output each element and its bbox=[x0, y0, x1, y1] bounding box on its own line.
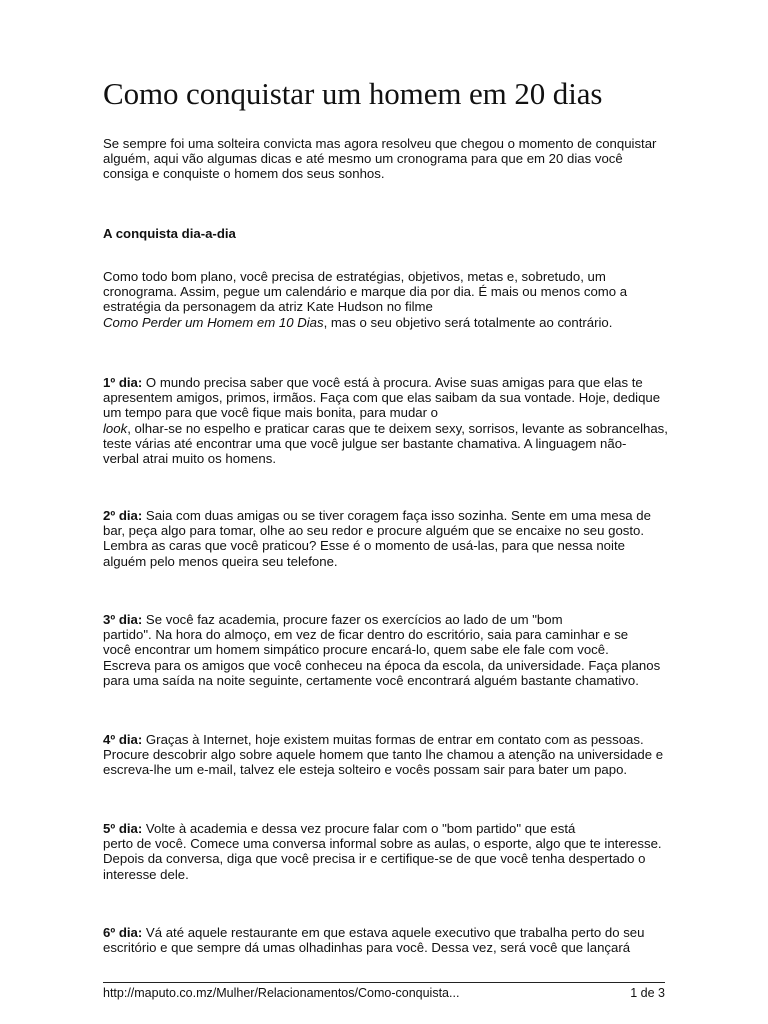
day-text: Saia com duas amigas ou se tiver coragem faça isso sozinha. Sente em uma mesa de bbox=[142, 508, 651, 523]
day-3-paragraph bbox=[103, 612, 673, 688]
day-4-paragraph bbox=[103, 732, 673, 778]
day-label: 2º dia: bbox=[103, 508, 143, 523]
plan-line bbox=[103, 315, 673, 330]
section-heading: A conquista dia-a-dia bbox=[103, 226, 236, 241]
day-line bbox=[103, 612, 673, 627]
day-line bbox=[103, 925, 673, 940]
intro-line: consiga e conquiste o homem dos seus sonhos. bbox=[103, 166, 385, 182]
day-line bbox=[103, 732, 673, 747]
day-5-paragraph bbox=[103, 821, 673, 882]
look-word: look bbox=[103, 420, 128, 436]
day-2-paragraph bbox=[103, 508, 673, 569]
movie-tail: , mas o seu objetivo será totalmente ao contrário. bbox=[323, 314, 613, 330]
day-line: verbal atrai muito os homens. bbox=[103, 451, 276, 467]
day-line: escritório e que sempre dá umas olhadinhas para você. Dessa vez, será você que lançará bbox=[103, 940, 631, 956]
day-label: 5º dia: bbox=[103, 821, 143, 836]
intro-line: Se sempre foi uma solteira convicta mas agora resolveu que chegou o momento de conquistar bbox=[103, 136, 657, 151]
day-line: alguém pelo menos queira seu telefone. bbox=[103, 553, 338, 569]
day-6-paragraph bbox=[103, 925, 673, 955]
page-number: 1 de 3 bbox=[630, 986, 665, 1000]
day-line: Lembra as caras que você praticou? Esse é o momento de usá-las, para que nessa noite bbox=[103, 538, 625, 554]
day-line: para uma saída na noite seguinte, certamente você encontrará alguém bastante chamativo. bbox=[103, 672, 639, 688]
day-text: , olhar-se no espelho e praticar caras que te deixem sexy, sorrisos, levante as sobrancelhas, bbox=[127, 420, 668, 436]
day-line: teste várias até encontrar uma que você julgue ser bastante chamativa. A linguagem não- bbox=[103, 435, 627, 451]
day-line: Procure descobrir algo sobre aquele homem que tanto lhe chamou a atenção na universidade e bbox=[103, 747, 664, 763]
day-label: 6º dia: bbox=[103, 925, 143, 940]
day-text: Graças à Internet, hoje existem muitas formas de entrar em contato com as pessoas. bbox=[142, 732, 644, 747]
footer-url: http://maputo.co.mz/Mulher/Relacionamentos/Como-conquista... bbox=[103, 986, 460, 1000]
day-line: Depois da conversa, diga que você precisa ir e certifique-se de que você tenha despertado o bbox=[103, 851, 646, 867]
plan-line: Como todo bom plano, você precisa de estratégias, objetivos, metas e, sobretudo, um bbox=[103, 269, 606, 284]
day-line: interesse dele. bbox=[103, 866, 189, 882]
day-text: Volte à academia e dessa vez procure falar com o "bom partido" que está bbox=[142, 821, 576, 836]
plan-paragraph bbox=[103, 269, 673, 330]
day-line bbox=[103, 508, 673, 523]
day-line: um tempo para que você fique mais bonita, para mudar o bbox=[103, 405, 439, 421]
day-line: Escreva para os amigos que você conheceu na época da escola, da universidade. Faça planos bbox=[103, 657, 661, 673]
plan-line: cronograma. Assim, pegue um calendário e marque dia por dia. É mais ou menos como a bbox=[103, 284, 628, 300]
day-label: 1º dia: bbox=[103, 375, 143, 390]
day-text: O mundo precisa saber que você está à procura. Avise suas amigas para que elas te bbox=[142, 375, 643, 390]
day-1-paragraph bbox=[103, 375, 673, 466]
day-line: bar, peça algo para tomar, olhe ao seu redor e procure alguém que se encaixe no seu gosto. bbox=[103, 523, 645, 539]
intro-line: alguém, aqui vão algumas dicas e até mesmo um cronograma para que em 20 dias você bbox=[103, 151, 623, 167]
day-line bbox=[103, 421, 673, 436]
plan-line: estratégia da personagem da atriz Kate Hudson no filme bbox=[103, 299, 433, 315]
day-text: Vá até aquele restaurante em que estava aquele executivo que trabalha perto do seu bbox=[142, 925, 645, 940]
day-line: partido". Na hora do almoço, em vez de ficar dentro do escritório, saia para caminhar e se bbox=[103, 627, 629, 643]
day-line: você encontrar um homem simpático procure encará-lo, quem sabe ele fale com você. bbox=[103, 642, 609, 658]
intro-paragraph bbox=[103, 136, 673, 182]
day-line: perto de você. Comece uma conversa informal sobre as aulas, o esporte, algo que te interesse. bbox=[103, 836, 662, 852]
day-label: 4º dia: bbox=[103, 732, 143, 747]
movie-title: Como Perder um Homem em 10 Dias bbox=[103, 314, 324, 330]
day-text: Se você faz academia, procure fazer os exercícios ao lado de um "bom bbox=[142, 612, 563, 627]
footer-divider bbox=[103, 982, 665, 983]
day-line: escreva-lhe um e-mail, talvez ele esteja solteiro e vocês possam sair para bater um papo. bbox=[103, 762, 628, 778]
day-line: apresentem amigos, primos, irmãos. Faça com que elas saibam da sua vontade. Hoje, dedique bbox=[103, 390, 661, 406]
day-label: 3º dia: bbox=[103, 612, 143, 627]
page-title: Como conquistar um homem em 20 dias bbox=[103, 76, 603, 111]
day-line bbox=[103, 821, 673, 836]
day-line bbox=[103, 375, 673, 390]
